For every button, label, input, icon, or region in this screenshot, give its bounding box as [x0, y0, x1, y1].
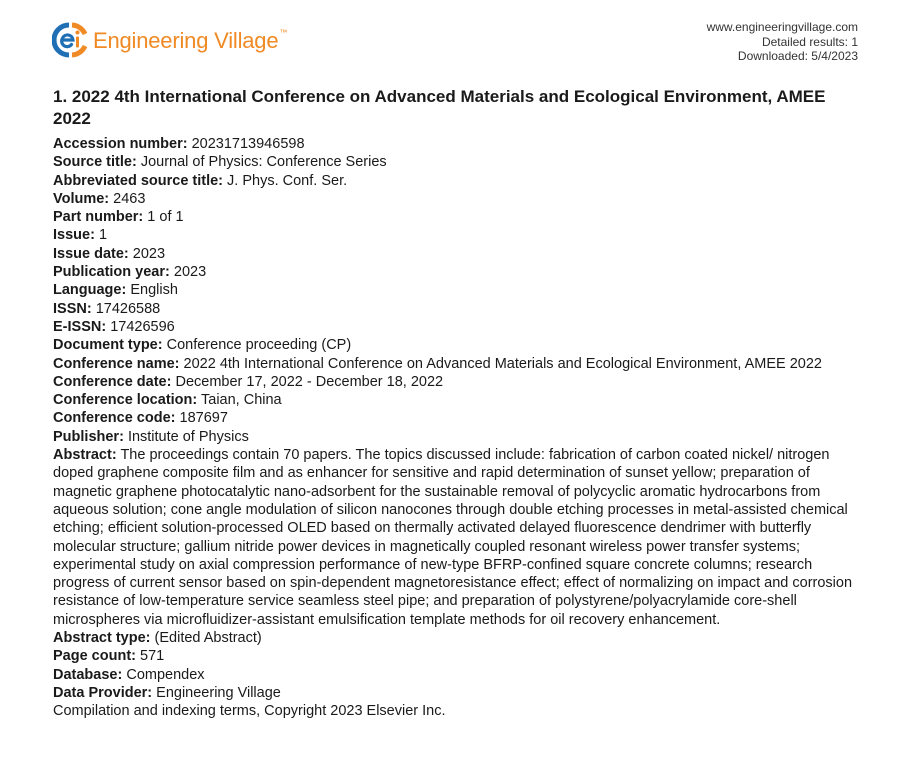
engineering-village-logo: [52, 22, 287, 58]
field-value: 1 of 1: [147, 209, 184, 226]
record-title: 1. 2022 4th International Conference on Advanced Materials and Ecological Environment, AMEE 2022: [53, 87, 826, 128]
field-label: Language:: [53, 282, 127, 299]
field-label: Conference name:: [53, 355, 180, 372]
field-value: Conference proceeding (CP): [166, 337, 352, 354]
record-field: [53, 373, 859, 391]
field-value: (Edited Abstract): [154, 630, 262, 647]
record-field: [53, 647, 859, 665]
record-field: [53, 355, 859, 373]
field-label: Database:: [53, 666, 123, 683]
field-value: English: [130, 282, 178, 299]
field-value: Journal of Physics: Conference Series: [140, 154, 387, 171]
record-field: [53, 336, 859, 354]
field-label: Conference location:: [53, 392, 198, 409]
field-label: Conference code:: [53, 410, 176, 427]
field-value: 187697: [179, 410, 228, 427]
field-value: Taian, China: [201, 392, 282, 409]
field-value: J. Phys. Conf. Ser.: [227, 172, 348, 189]
results-count: Detailed results: 1: [761, 34, 858, 49]
field-label: Document type:: [53, 337, 163, 354]
field-label: Abbreviated source title:: [53, 172, 224, 189]
site-url: www.engineeringvillage.com: [706, 20, 858, 34]
record-field: [53, 208, 859, 226]
field-value: Compendex: [126, 666, 205, 683]
record-field: [53, 135, 859, 153]
record-fields: [53, 135, 859, 702]
field-value: 17426596: [110, 318, 175, 335]
record-field: [53, 684, 859, 702]
record-field: [53, 409, 859, 427]
field-label: Volume:: [53, 190, 110, 207]
record-field: [53, 629, 859, 647]
record-field: [53, 190, 859, 208]
record-field: [53, 226, 859, 244]
record-field: [53, 281, 859, 299]
field-value: Engineering Village: [156, 684, 281, 701]
record-field: [53, 172, 859, 190]
record-field: [53, 245, 859, 263]
page-header: [0, 0, 912, 80]
field-label: Part number:: [53, 209, 144, 226]
field-label: Accession number:: [53, 136, 188, 152]
field-value: 20231713946598: [191, 136, 305, 152]
field-value: 2023: [132, 245, 166, 262]
record-field: [53, 391, 859, 409]
record-field: [53, 300, 859, 318]
brand-name: Engineering Village™: [93, 28, 288, 53]
field-value: 2463: [113, 190, 146, 207]
record-field: [53, 153, 859, 171]
field-label: Publisher:: [53, 428, 124, 445]
field-label: Source title:: [53, 154, 137, 171]
field-label: ISSN:: [53, 300, 92, 317]
engineering-village-logo-icon: [52, 22, 88, 58]
record-field: [53, 263, 859, 281]
field-label: Abstract type:: [53, 630, 151, 647]
field-value: 1: [98, 227, 108, 244]
record-field: [53, 428, 859, 446]
field-value: 571: [140, 648, 165, 665]
field-label: Data Provider:: [53, 684, 153, 701]
record-field: [53, 666, 859, 684]
field-value: Institute of Physics: [127, 428, 249, 445]
copyright-note: Compilation and indexing terms, Copyright 2023 Elsevier Inc.: [53, 703, 446, 720]
field-label: Publication year:: [53, 264, 170, 281]
field-label: Page count:: [53, 648, 136, 665]
field-value: 2023: [173, 264, 207, 281]
record-field: [53, 318, 859, 336]
field-value: 2022 4th International Conference on Advanced Materials and Ecological Environment, AMEE 2022: [183, 355, 822, 372]
field-label: Issue:: [53, 227, 95, 244]
field-value: 17426588: [95, 300, 161, 317]
record-detail: [53, 86, 859, 721]
field-value: December 17, 2022 - December 18, 2022: [175, 373, 444, 390]
field-label: Conference date:: [53, 373, 172, 390]
field-label: E-ISSN:: [53, 318, 107, 335]
download-date: Downloaded: 5/4/2023: [737, 49, 858, 63]
trademark-symbol: ™: [279, 28, 288, 37]
field-label: Issue date:: [53, 245, 129, 262]
export-meta: [707, 20, 858, 64]
field-value: The proceedings contain 70 papers. The topics discussed include: fabrication of carbon coated nickel/ nitrogen doped graphene composite film and as enhancer for sensitive and rapid determination of sunset yellow; preparation of magnetic graphene photocatalytic nano-adsorbent for the sustainable removal of polycyclic aromatic hydrocarbons from aqueous solution; cone angle modulation of silicon nanocones through double etching processes in metal-assisted chemical etching; efficient solution-processed OLED based on thermally activated delayed fluorescence dendrimer with butterfly molecular structure; gallium nitride power devices in magnetically coupled resonant wireless power transfer systems; experimental study on axial compression performance of new-type BFRP-confined square concrete columns; research progress of current sensor based on spin-dependent magnetoresistance effect; effect of normalizing on impact and corrosion resistance of low-temperature service seamless steel pipe; and preparation of polystyrene/polyacrylamide core-shell microspheres via microfluidizer-assistant emulsification template methods for oil recovery enhancement.: [53, 447, 853, 628]
field-label: Abstract:: [53, 447, 117, 464]
record-field: [53, 446, 859, 629]
